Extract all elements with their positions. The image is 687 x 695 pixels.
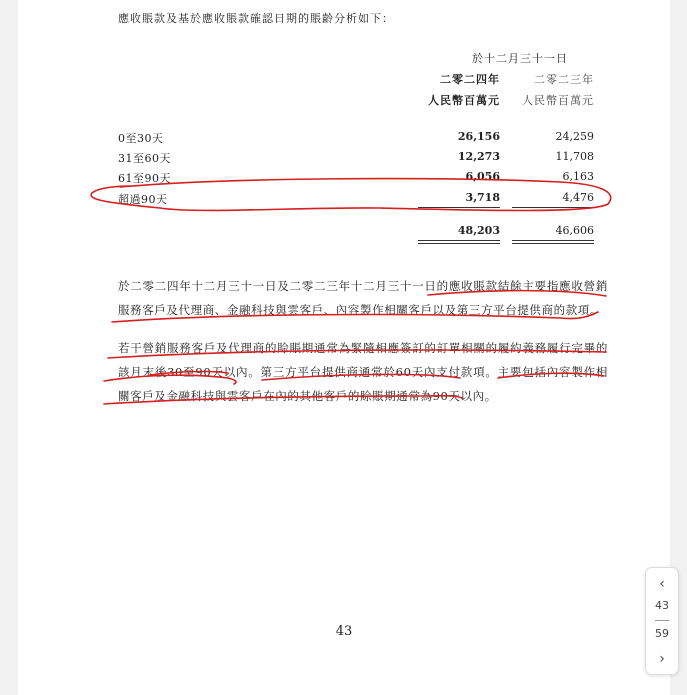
- page-navigator: [645, 567, 679, 675]
- paragraph-2: 若干營銷服務客戶及代理商的賒賬期通常為緊隨相應簽訂的訂單相關的履約義務履行完畢的該月末後30至90天以內。第三方平台提供商通常於60天內支付款項。主要包括內容製作相關客戶及金融科技與雲客戶在內的其他客戶的賒賬期通常為90天以內。: [118, 341, 608, 403]
- header-period: 於十二月三十一日: [472, 52, 568, 65]
- subtotal-rule-2023: [512, 207, 594, 208]
- subtotal-rule-2024: [418, 207, 500, 208]
- row-value-2024: 3,718: [465, 191, 500, 204]
- row-label: 0至30天: [118, 132, 164, 145]
- page-number: 43: [335, 624, 353, 639]
- total-double-rule-2023: [512, 243, 594, 244]
- header-2024-year: 二零二四年: [440, 73, 500, 86]
- header-2024-unit: 人民幣百萬元: [428, 94, 500, 107]
- row-label: 超過90天: [118, 193, 168, 206]
- page-divider: [655, 620, 669, 621]
- total-page-number: 59: [655, 627, 669, 640]
- row-value-2023: 6,163: [562, 170, 594, 183]
- row-value-2023: 11,708: [555, 150, 594, 163]
- total-value-2024: 48,203: [457, 224, 500, 237]
- chevron-up-icon[interactable]: ‹: [659, 576, 665, 592]
- table-intro: 應收賬款及基於應收賬款確認日期的賬齡分析如下：: [118, 12, 394, 25]
- paragraph-1: 於二零二四年十二月三十一日及二零二三年十二月三十一日的應收賬款結餘主要指應收營銷服務客戶及代理商、金融科技與雲客戶、內容製作相關客戶以及第三方平台提供商的款項。: [118, 279, 608, 317]
- header-2023-unit: 人民幣百萬元: [522, 94, 594, 107]
- row-value-2023: 4,476: [562, 191, 594, 204]
- row-value-2024: 12,273: [457, 150, 500, 163]
- document-page: [18, 0, 670, 695]
- row-value-2024: 6,056: [465, 170, 500, 183]
- total-double-rule-2024: [418, 243, 500, 244]
- row-value-2024: 26,156: [457, 130, 500, 143]
- chevron-down-icon[interactable]: ›: [659, 651, 665, 667]
- row-label: 31至60天: [118, 152, 171, 165]
- row-label: 61至90天: [118, 172, 171, 185]
- total-double-rule-2023: [512, 240, 594, 241]
- row-value-2023: 24,259: [555, 130, 594, 143]
- current-page-number: 43: [655, 599, 669, 612]
- total-double-rule-2024: [418, 240, 500, 241]
- header-2023-year: 二零二三年: [534, 73, 594, 86]
- total-value-2023: 46,606: [555, 224, 594, 237]
